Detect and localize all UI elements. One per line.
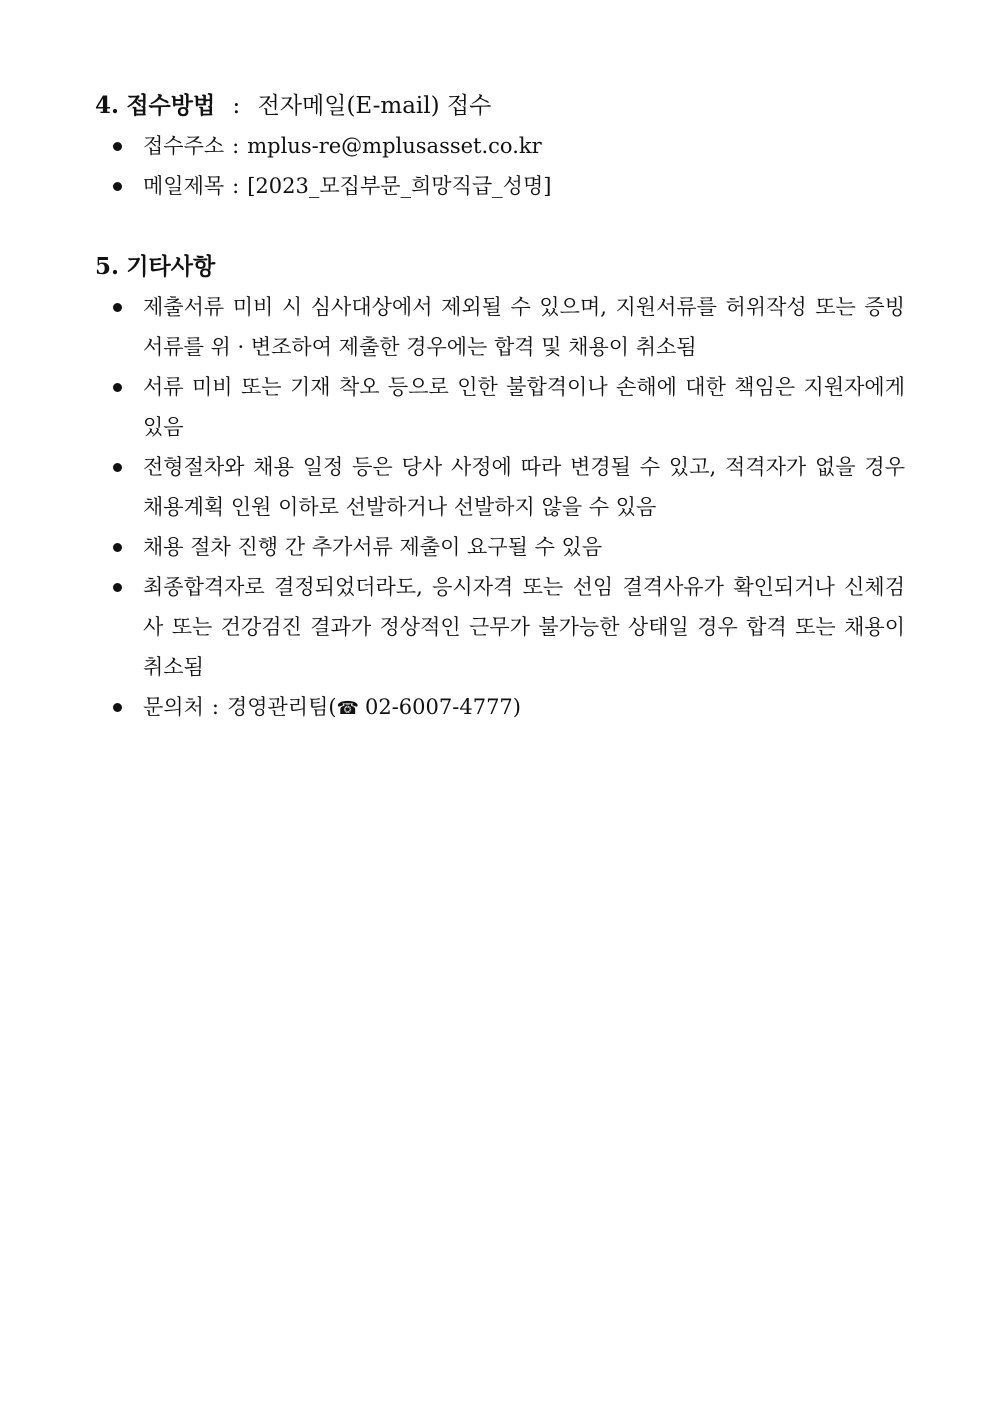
list-item (95, 447, 905, 527)
note-text: 서류 미비 또는 기재 착오 등으로 인한 불합격이나 손해에 대한 책임은 지원자에게 있음 (143, 375, 905, 439)
phone-icon: ☎ (336, 698, 359, 719)
section-number: 4. (95, 92, 120, 119)
bullet-icon (113, 142, 122, 151)
section-title: 접수방법 (126, 92, 216, 119)
list-item (95, 287, 905, 367)
contact-phone: 02-6007-4777) (364, 695, 521, 719)
mail-subject-format: [2023_모집부문_희망직급_성명] (247, 174, 552, 198)
separator: : (232, 93, 241, 119)
section-number: 5. (95, 253, 120, 280)
section-heading (95, 86, 905, 126)
section-value: 전자메일(E-mail) 접수 (257, 93, 492, 119)
note-text: 채용 절차 진행 간 추가서류 제출이 요구될 수 있음 (143, 535, 603, 559)
list-item (95, 126, 905, 166)
section-title: 기타사항 (126, 253, 216, 280)
separator: : (232, 134, 240, 158)
section-submission-method (95, 86, 905, 206)
bullet-icon (113, 703, 122, 712)
contact-team: 경영관리팀( (226, 695, 337, 719)
item-label: 접수주소 (143, 134, 225, 158)
bullet-icon (113, 303, 122, 312)
bullet-icon (113, 463, 122, 472)
note-text: 최종합격자로 결정되었더라도, 응시자격 또는 선임 결격사유가 확인되거나 신체검사 또는 건강검진 결과가 정상적인 근무가 불가능한 상태일 경우 합격 또는 채용이 취소됨 (143, 575, 905, 679)
bullet-icon (113, 383, 122, 392)
bullet-icon (113, 182, 122, 191)
list-item (95, 567, 905, 687)
bullet-list (95, 287, 905, 729)
bullet-list (95, 126, 905, 206)
list-item (95, 166, 905, 206)
note-text: 전형절차와 채용 일정 등은 당사 사정에 따라 변경될 수 있고, 적격자가 없을 경우 채용계획 인원 이하로 선발하거나 선발하지 않을 수 있음 (143, 455, 905, 519)
email-address: mplus-re@mplusasset.co.kr (247, 134, 542, 158)
item-label: 문의처 (143, 695, 204, 719)
item-label: 메일제목 (143, 174, 225, 198)
separator: : (211, 695, 219, 719)
list-item-contact (95, 687, 905, 729)
note-text: 제출서류 미비 시 심사대상에서 제외될 수 있으며, 지원서류를 허위작성 또는 증빙서류를 위 · 변조하여 제출한 경우에는 합격 및 채용이 취소됨 (143, 295, 905, 359)
bullet-icon (113, 543, 122, 552)
section-other-notes (95, 247, 905, 729)
list-item (95, 367, 905, 447)
separator: : (232, 174, 240, 198)
section-heading (95, 247, 905, 287)
bullet-icon (113, 583, 122, 592)
list-item (95, 527, 905, 567)
